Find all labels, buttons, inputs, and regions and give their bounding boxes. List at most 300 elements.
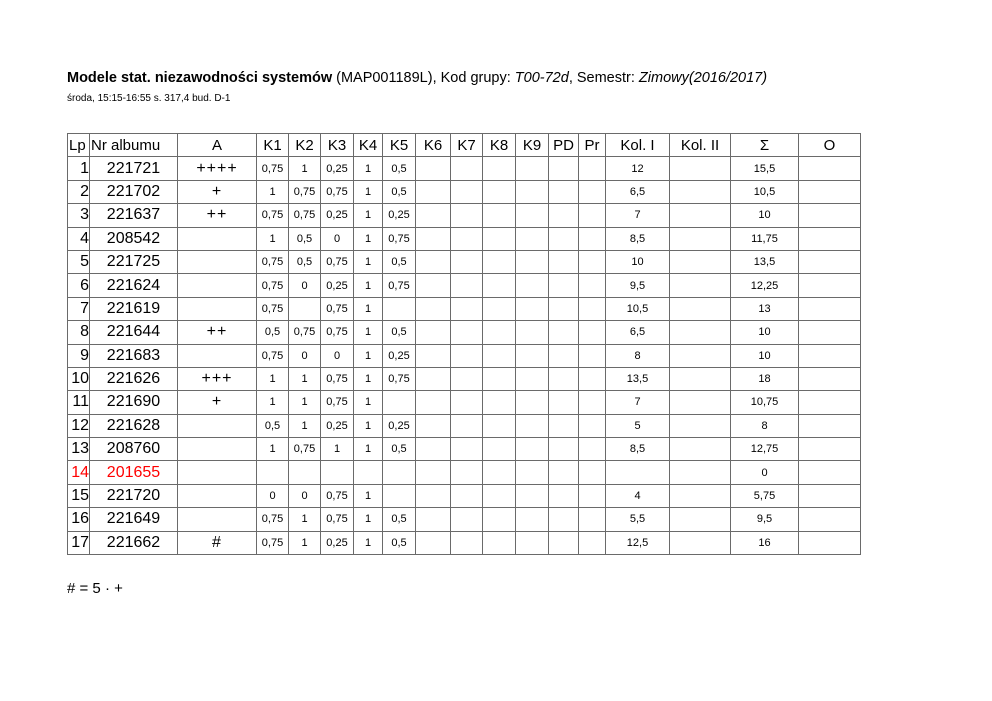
- k4-cell: 1: [354, 484, 383, 507]
- pr-cell: [579, 461, 606, 484]
- pd-cell: [549, 461, 579, 484]
- k1-cell: 0,75: [257, 531, 289, 554]
- a-cell: [178, 484, 257, 507]
- lp-cell: 8: [68, 321, 90, 344]
- o-cell: [799, 531, 861, 554]
- album-number-cell: 221721: [90, 157, 178, 180]
- k7-cell: [451, 227, 483, 250]
- k4-cell: 1: [354, 297, 383, 320]
- k3-cell: 0,75: [321, 180, 354, 203]
- sum-cell: 18: [731, 367, 799, 390]
- k9-cell: [516, 180, 549, 203]
- album-number-cell: 221702: [90, 180, 178, 203]
- o-cell: [799, 508, 861, 531]
- k1-cell: 0,75: [257, 204, 289, 227]
- pr-cell: [579, 344, 606, 367]
- k4-cell: 1: [354, 367, 383, 390]
- k3-cell: 0,25: [321, 414, 354, 437]
- k4-cell: 1: [354, 321, 383, 344]
- table-row: [68, 461, 861, 484]
- k4-cell: 1: [354, 204, 383, 227]
- k1-cell: 0,75: [257, 297, 289, 320]
- pr-cell: [579, 297, 606, 320]
- k8-cell: [483, 438, 516, 461]
- pd-cell: [549, 180, 579, 203]
- pr-cell: [579, 274, 606, 297]
- k9-cell: [516, 274, 549, 297]
- k3-cell: [321, 461, 354, 484]
- album-number-cell: 221662: [90, 531, 178, 554]
- a-cell: ++: [178, 204, 257, 227]
- k6-cell: [416, 414, 451, 437]
- a-cell: [178, 508, 257, 531]
- group-code: T00-72d: [514, 70, 569, 86]
- k8-cell: [483, 180, 516, 203]
- a-cell: #: [178, 531, 257, 554]
- kol2-cell: [670, 531, 731, 554]
- k1-cell: 1: [257, 180, 289, 203]
- o-cell: [799, 438, 861, 461]
- o-cell: [799, 461, 861, 484]
- a-cell: [178, 414, 257, 437]
- kol2-cell: [670, 204, 731, 227]
- lp-cell: 5: [68, 250, 90, 273]
- k5-cell: [383, 484, 416, 507]
- column-header: K2: [289, 134, 321, 157]
- o-cell: [799, 414, 861, 437]
- k2-cell: 1: [289, 157, 321, 180]
- pr-cell: [579, 391, 606, 414]
- k2-cell: 0,75: [289, 438, 321, 461]
- table-row: [68, 227, 861, 250]
- o-cell: [799, 157, 861, 180]
- k7-cell: [451, 297, 483, 320]
- k5-cell: 0,5: [383, 157, 416, 180]
- pd-cell: [549, 414, 579, 437]
- column-header: K8: [483, 134, 516, 157]
- pr-cell: [579, 180, 606, 203]
- k6-cell: [416, 531, 451, 554]
- a-cell: ++++: [178, 157, 257, 180]
- k4-cell: 1: [354, 508, 383, 531]
- column-header: PD: [549, 134, 579, 157]
- k6-cell: [416, 391, 451, 414]
- k8-cell: [483, 531, 516, 554]
- k3-cell: 0,25: [321, 531, 354, 554]
- k3-cell: 0,75: [321, 367, 354, 390]
- a-cell: ++: [178, 321, 257, 344]
- k6-cell: [416, 438, 451, 461]
- k8-cell: [483, 321, 516, 344]
- k1-cell: 0,75: [257, 344, 289, 367]
- k5-cell: 0,75: [383, 367, 416, 390]
- table-body: [68, 157, 861, 555]
- k4-cell: 1: [354, 180, 383, 203]
- k6-cell: [416, 321, 451, 344]
- column-header: O: [799, 134, 861, 157]
- k3-cell: 0,25: [321, 204, 354, 227]
- pd-cell: [549, 321, 579, 344]
- table-row: [68, 367, 861, 390]
- pd-cell: [549, 438, 579, 461]
- o-cell: [799, 484, 861, 507]
- pd-cell: [549, 274, 579, 297]
- k1-cell: 0,75: [257, 274, 289, 297]
- k3-cell: 0,75: [321, 250, 354, 273]
- kol2-cell: [670, 321, 731, 344]
- kol2-cell: [670, 180, 731, 203]
- k5-cell: 0,5: [383, 531, 416, 554]
- k8-cell: [483, 227, 516, 250]
- album-number-cell: 208760: [90, 438, 178, 461]
- pr-cell: [579, 531, 606, 554]
- table-row: [68, 531, 861, 554]
- k6-cell: [416, 250, 451, 273]
- k2-cell: 1: [289, 508, 321, 531]
- k3-cell: 0,75: [321, 297, 354, 320]
- column-header: K3: [321, 134, 354, 157]
- pr-cell: [579, 367, 606, 390]
- sum-cell: 10,5: [731, 180, 799, 203]
- k2-cell: 0,75: [289, 180, 321, 203]
- o-cell: [799, 204, 861, 227]
- k6-cell: [416, 274, 451, 297]
- column-header: K6: [416, 134, 451, 157]
- pd-cell: [549, 157, 579, 180]
- k8-cell: [483, 157, 516, 180]
- schedule-info: środa, 15:15-16:55 s. 317,4 bud. D-1: [67, 93, 231, 104]
- page-title: [67, 70, 767, 86]
- pr-cell: [579, 484, 606, 507]
- lp-cell: 2: [68, 180, 90, 203]
- pd-cell: [549, 391, 579, 414]
- lp-cell: 10: [68, 367, 90, 390]
- lp-cell: 14: [68, 461, 90, 484]
- kol1-cell: 7: [606, 391, 670, 414]
- pr-cell: [579, 157, 606, 180]
- sum-cell: 0: [731, 461, 799, 484]
- pd-cell: [549, 531, 579, 554]
- k5-cell: [383, 461, 416, 484]
- album-number-cell: 221649: [90, 508, 178, 531]
- k2-cell: 1: [289, 367, 321, 390]
- kol1-cell: 10: [606, 250, 670, 273]
- album-number-cell: 221626: [90, 367, 178, 390]
- lp-cell: 17: [68, 531, 90, 554]
- sum-cell: 8: [731, 414, 799, 437]
- a-cell: [178, 274, 257, 297]
- k1-cell: 1: [257, 367, 289, 390]
- kol1-cell: 8,5: [606, 438, 670, 461]
- k7-cell: [451, 367, 483, 390]
- column-header: Lp: [68, 134, 90, 157]
- album-number-cell: 221619: [90, 297, 178, 320]
- k7-cell: [451, 508, 483, 531]
- pd-cell: [549, 250, 579, 273]
- sum-cell: 10: [731, 204, 799, 227]
- k1-cell: [257, 461, 289, 484]
- grades-table: [67, 133, 861, 555]
- table-row: [68, 157, 861, 180]
- k7-cell: [451, 461, 483, 484]
- k4-cell: 1: [354, 344, 383, 367]
- k3-cell: 0,75: [321, 321, 354, 344]
- kol1-cell: 12: [606, 157, 670, 180]
- k4-cell: 1: [354, 531, 383, 554]
- k1-cell: 0,5: [257, 321, 289, 344]
- album-number-cell: 221628: [90, 414, 178, 437]
- k2-cell: 0,75: [289, 204, 321, 227]
- album-number-cell: 221644: [90, 321, 178, 344]
- k5-cell: 0,5: [383, 321, 416, 344]
- kol1-cell: 4: [606, 484, 670, 507]
- k9-cell: [516, 297, 549, 320]
- pr-cell: [579, 250, 606, 273]
- column-header: K9: [516, 134, 549, 157]
- k9-cell: [516, 344, 549, 367]
- k2-cell: 0,75: [289, 321, 321, 344]
- table-row: [68, 414, 861, 437]
- kol1-cell: [606, 461, 670, 484]
- k9-cell: [516, 414, 549, 437]
- k3-cell: 0,75: [321, 508, 354, 531]
- column-header: K7: [451, 134, 483, 157]
- k4-cell: 1: [354, 157, 383, 180]
- sum-cell: 13,5: [731, 250, 799, 273]
- k5-cell: 0,25: [383, 344, 416, 367]
- sum-cell: 13: [731, 297, 799, 320]
- column-header: K4: [354, 134, 383, 157]
- sum-cell: 9,5: [731, 508, 799, 531]
- column-header: Σ: [731, 134, 799, 157]
- k2-cell: 0: [289, 484, 321, 507]
- k8-cell: [483, 250, 516, 273]
- k6-cell: [416, 297, 451, 320]
- table-row: [68, 321, 861, 344]
- sum-cell: 11,75: [731, 227, 799, 250]
- k7-cell: [451, 321, 483, 344]
- album-number-cell: 208542: [90, 227, 178, 250]
- o-cell: [799, 274, 861, 297]
- kol1-cell: 6,5: [606, 321, 670, 344]
- a-cell: [178, 227, 257, 250]
- k2-cell: 0: [289, 274, 321, 297]
- k5-cell: 0,5: [383, 180, 416, 203]
- pd-cell: [549, 484, 579, 507]
- k7-cell: [451, 484, 483, 507]
- k7-cell: [451, 204, 483, 227]
- k1-cell: 0,5: [257, 414, 289, 437]
- pr-cell: [579, 204, 606, 227]
- k9-cell: [516, 508, 549, 531]
- lp-cell: 7: [68, 297, 90, 320]
- k3-cell: 0,75: [321, 391, 354, 414]
- semester-label: , Semestr:: [568, 70, 639, 86]
- kol1-cell: 6,5: [606, 180, 670, 203]
- a-cell: +: [178, 180, 257, 203]
- k5-cell: 0,75: [383, 274, 416, 297]
- pr-cell: [579, 321, 606, 344]
- k1-cell: 0,75: [257, 508, 289, 531]
- sum-cell: 10,75: [731, 391, 799, 414]
- k9-cell: [516, 391, 549, 414]
- a-cell: [178, 461, 257, 484]
- kol1-cell: 13,5: [606, 367, 670, 390]
- a-cell: +++: [178, 367, 257, 390]
- kol1-cell: 5,5: [606, 508, 670, 531]
- sum-cell: 15,5: [731, 157, 799, 180]
- kol2-cell: [670, 508, 731, 531]
- k6-cell: [416, 484, 451, 507]
- lp-cell: 12: [68, 414, 90, 437]
- k7-cell: [451, 250, 483, 273]
- pd-cell: [549, 297, 579, 320]
- o-cell: [799, 297, 861, 320]
- course-name: Modele stat. niezawodności systemów: [67, 70, 333, 86]
- k2-cell: 0,5: [289, 227, 321, 250]
- album-number-cell: 221725: [90, 250, 178, 273]
- k4-cell: 1: [354, 391, 383, 414]
- kol2-cell: [670, 461, 731, 484]
- k2-cell: [289, 461, 321, 484]
- k9-cell: [516, 204, 549, 227]
- k5-cell: 0,5: [383, 438, 416, 461]
- kol2-cell: [670, 227, 731, 250]
- pd-cell: [549, 204, 579, 227]
- kol1-cell: 8,5: [606, 227, 670, 250]
- pd-cell: [549, 227, 579, 250]
- k7-cell: [451, 414, 483, 437]
- table-row: [68, 297, 861, 320]
- k9-cell: [516, 367, 549, 390]
- k9-cell: [516, 484, 549, 507]
- k6-cell: [416, 461, 451, 484]
- k3-cell: 0: [321, 344, 354, 367]
- table-row: [68, 204, 861, 227]
- k2-cell: 0,5: [289, 250, 321, 273]
- k5-cell: 0,75: [383, 227, 416, 250]
- k8-cell: [483, 414, 516, 437]
- sum-cell: 12,25: [731, 274, 799, 297]
- k8-cell: [483, 367, 516, 390]
- kol2-cell: [670, 274, 731, 297]
- column-header: Pr: [579, 134, 606, 157]
- k7-cell: [451, 438, 483, 461]
- k4-cell: 1: [354, 414, 383, 437]
- pd-cell: [549, 344, 579, 367]
- k7-cell: [451, 391, 483, 414]
- kol2-cell: [670, 414, 731, 437]
- lp-cell: 13: [68, 438, 90, 461]
- a-cell: +: [178, 391, 257, 414]
- kol1-cell: 8: [606, 344, 670, 367]
- k2-cell: 0: [289, 344, 321, 367]
- a-cell: [178, 344, 257, 367]
- column-header: K1: [257, 134, 289, 157]
- k7-cell: [451, 531, 483, 554]
- table-row: [68, 438, 861, 461]
- album-number-cell: 221637: [90, 204, 178, 227]
- kol2-cell: [670, 157, 731, 180]
- a-cell: [178, 297, 257, 320]
- k8-cell: [483, 297, 516, 320]
- o-cell: [799, 180, 861, 203]
- k4-cell: 1: [354, 274, 383, 297]
- table-row: [68, 250, 861, 273]
- sum-cell: 5,75: [731, 484, 799, 507]
- k7-cell: [451, 180, 483, 203]
- k6-cell: [416, 204, 451, 227]
- k9-cell: [516, 438, 549, 461]
- kol2-cell: [670, 297, 731, 320]
- table-row: [68, 508, 861, 531]
- pd-cell: [549, 367, 579, 390]
- k4-cell: [354, 461, 383, 484]
- kol1-cell: 7: [606, 204, 670, 227]
- k9-cell: [516, 227, 549, 250]
- o-cell: [799, 227, 861, 250]
- lp-cell: 6: [68, 274, 90, 297]
- column-header: Kol. II: [670, 134, 731, 157]
- k2-cell: [289, 297, 321, 320]
- column-header: Nr albumu: [90, 134, 178, 157]
- k6-cell: [416, 508, 451, 531]
- k9-cell: [516, 321, 549, 344]
- k2-cell: 1: [289, 414, 321, 437]
- k3-cell: 0,25: [321, 157, 354, 180]
- pr-cell: [579, 414, 606, 437]
- pr-cell: [579, 508, 606, 531]
- k7-cell: [451, 344, 483, 367]
- table-row: [68, 274, 861, 297]
- k9-cell: [516, 250, 549, 273]
- table-row: [68, 344, 861, 367]
- kol1-cell: 9,5: [606, 274, 670, 297]
- k8-cell: [483, 508, 516, 531]
- k1-cell: 0,75: [257, 250, 289, 273]
- column-header: Kol. I: [606, 134, 670, 157]
- sum-cell: 16: [731, 531, 799, 554]
- column-header: K5: [383, 134, 416, 157]
- pr-cell: [579, 227, 606, 250]
- k7-cell: [451, 157, 483, 180]
- o-cell: [799, 250, 861, 273]
- sum-cell: 12,75: [731, 438, 799, 461]
- k1-cell: 1: [257, 438, 289, 461]
- k3-cell: 0,25: [321, 274, 354, 297]
- course-code: (MAP001189L), Kod grupy:: [332, 70, 515, 86]
- k8-cell: [483, 484, 516, 507]
- table-row: [68, 391, 861, 414]
- album-number-cell: 201655: [90, 461, 178, 484]
- k5-cell: 0,5: [383, 250, 416, 273]
- k5-cell: 0,25: [383, 204, 416, 227]
- kol2-cell: [670, 367, 731, 390]
- sum-cell: 10: [731, 344, 799, 367]
- k2-cell: 1: [289, 391, 321, 414]
- k6-cell: [416, 367, 451, 390]
- a-cell: [178, 250, 257, 273]
- o-cell: [799, 344, 861, 367]
- k5-cell: 0,25: [383, 414, 416, 437]
- kol2-cell: [670, 484, 731, 507]
- o-cell: [799, 391, 861, 414]
- k4-cell: 1: [354, 227, 383, 250]
- k8-cell: [483, 274, 516, 297]
- o-cell: [799, 321, 861, 344]
- k1-cell: 0: [257, 484, 289, 507]
- album-number-cell: 221624: [90, 274, 178, 297]
